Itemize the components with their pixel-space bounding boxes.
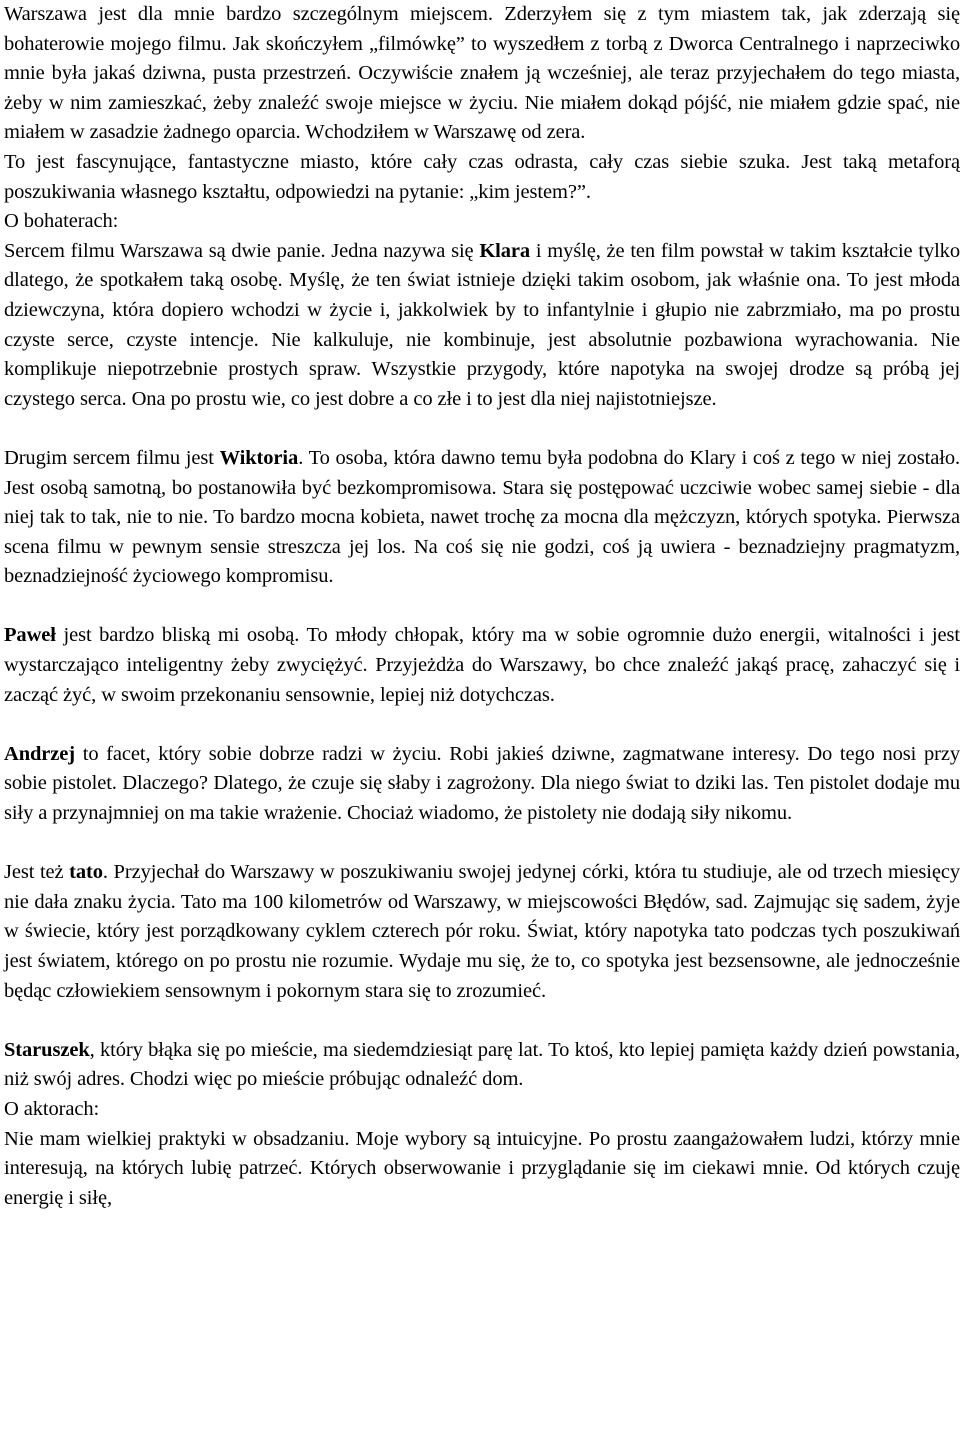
hero-paragraph-staruszek: Staruszek, który błąka się po mieście, ma siedemdziesiąt parę lat. To ktoś, kto lepiej pamięta każdy dzień powstania, niż swój adres. Chodzi więc po mieście próbując odnaleźć dom.: [4, 1038, 960, 1091]
hero-name-andrzej: Andrzej: [4, 742, 76, 765]
hero-paragraph-tato: Jest też tato. Przyjechał do Warszawy w poszukiwaniu swojej jedynej córki, która tu studiuje, ale od trzech miesięcy nie dała znaku życia. Tato ma 100 kilometrów od Warszawy, w miejscowości Błędów, sad. Zajmując się sadem, żyje w świecie, który jest porządkowany cyklem czterech pór roku. Świat, który napotyka tato podczas tych poszukiwań jest światem, którego on po prostu nie rozumie. Wydaje mu się, że to, co spotyka jest bezsensowne, ale jednocześnie będąc człowiekiem sensownym i pokornym stara się to zrozumieć.: [4, 861, 960, 1002]
actors-heading: O aktorach:: [4, 1097, 100, 1120]
hero-name-pawel: Paweł: [4, 624, 56, 647]
heroes-heading: O bohaterach:: [4, 210, 119, 233]
hero-paragraph-andrzej: Andrzej to facet, który sobie dobrze radzi w życiu. Robi jakieś dziwne, zagmatwane interesy. Do tego nosi przy sobie pistolet. Dlaczego? Dlatego, że czuje się słaby i zagrożony. Dla niego świat to dziki las. Ten pistolet dodaje mu siły a przynajmniej on ma takie wrażenie. Chociaż wiadomo, że pistolety nie dodają siły nikomu.: [4, 742, 960, 825]
hero-paragraph-klara: Sercem filmu Warszawa są dwie panie. Jedna nazywa się Klara i myślę, że ten film powstał w takim kształcie tylko dlatego, że spotkałem taką osobę. Myślę, że ten świat istnieje dzięki takim osobom, jak właśnie ona. To jest młoda dziewczyna, która dopiero wchodzi w życie i, jakkolwiek by to infantylnie i głupio nie zabrzmiało, ma po prostu czyste serce, czyste intencje. Nie kalkuluje, nie kombinuje, jest absolutnie pozbawiona wyrachowania. Nie komplikuje niepotrzebnie prostych spraw. Wszystkie przygody, które napotyka na swojej drodze są próbą jej czystego serca. Ona po prostu wie, co jest dobre a co złe i to jest dla niej najistotniejsze.: [4, 239, 960, 410]
hero-name-tato: tato: [69, 861, 103, 884]
hero-paragraph-pawel: Paweł jest bardzo bliską mi osobą. To młody chłopak, który ma w sobie ogromnie dużo energii, witalności i jest wystarczająco inteligentny żeby zwyciężyć. Przyjeżdża do Warszawy, bo chce znaleźć jakąś pracę, zahaczyć się i zacząć żyć, w swoim przekonaniu sensownie, lepiej niż dotychczas.: [4, 624, 960, 706]
hero-name-klara: Klara: [479, 239, 531, 262]
hero-name-staruszek: Staruszek: [4, 1038, 90, 1061]
hero-paragraph-wiktoria: Drugim sercem filmu jest Wiktoria. To osoba, która dawno temu była podobna do Klary i coś z tego w niej zostało. Jest osobą samotną, bo postanowiła być bezkompromisowa. Stara się postępować uczciwie wobec samej siebie - dla niej tak to tak, nie to nie. To bardzo mocna kobieta, nawet trochę za mocna dla mężczyzn, których spotyka. Pierwsza scena filmu w pewnym sensie streszcza jej los. Na coś się nie godzi, coś ją uwiera - beznadziejny pragmatyzm, beznadziejność życiowego kompromisu.: [4, 446, 960, 588]
intro-paragraph: Warszawa jest dla mnie bardzo szczególnym miejscem. Zderzyłem się z tym miastem tak, jak zderzają się bohaterowie mojego filmu. Jak skończyłem „filmówkę” to wyszedłem z torbą z Dworca Centralnego i naprzeciwko mnie była jakaś dziwna, pusta przestrzeń. Oczywiście znałem ją wcześniej, ale teraz przyjechałem do tego miasta, żeby w nim zamieszkać, żeby znaleźć swoje miejsce w życiu. Nie miałem dokąd pójść, nie miałem gdzie spać, nie miałem w zasadzie żadnego oparcia. Wchodziłem w Warszawę od zera.: [4, 3, 960, 144]
document-page: [4, 0, 960, 1213]
intro-paragraph: To jest fascynujące, fantastyczne miasto, które cały czas odrasta, cały czas siebie szuka. Jest taką metaforą poszukiwania własnego kształtu, odpowiedzi na pytanie: „kim jestem?”.: [4, 150, 960, 203]
actors-paragraph: Nie mam wielkiej praktyki w obsadzaniu. Moje wybory są intuicyjne. Po prostu zaangażowałem ludzi, którzy mnie interesują, na których lubię patrzeć. Których obserwowanie i przyglądanie się im ciekawi mnie. Od których czuję energię i siłę,: [4, 1127, 960, 1209]
hero-name-wiktoria: Wiktoria: [219, 446, 299, 469]
